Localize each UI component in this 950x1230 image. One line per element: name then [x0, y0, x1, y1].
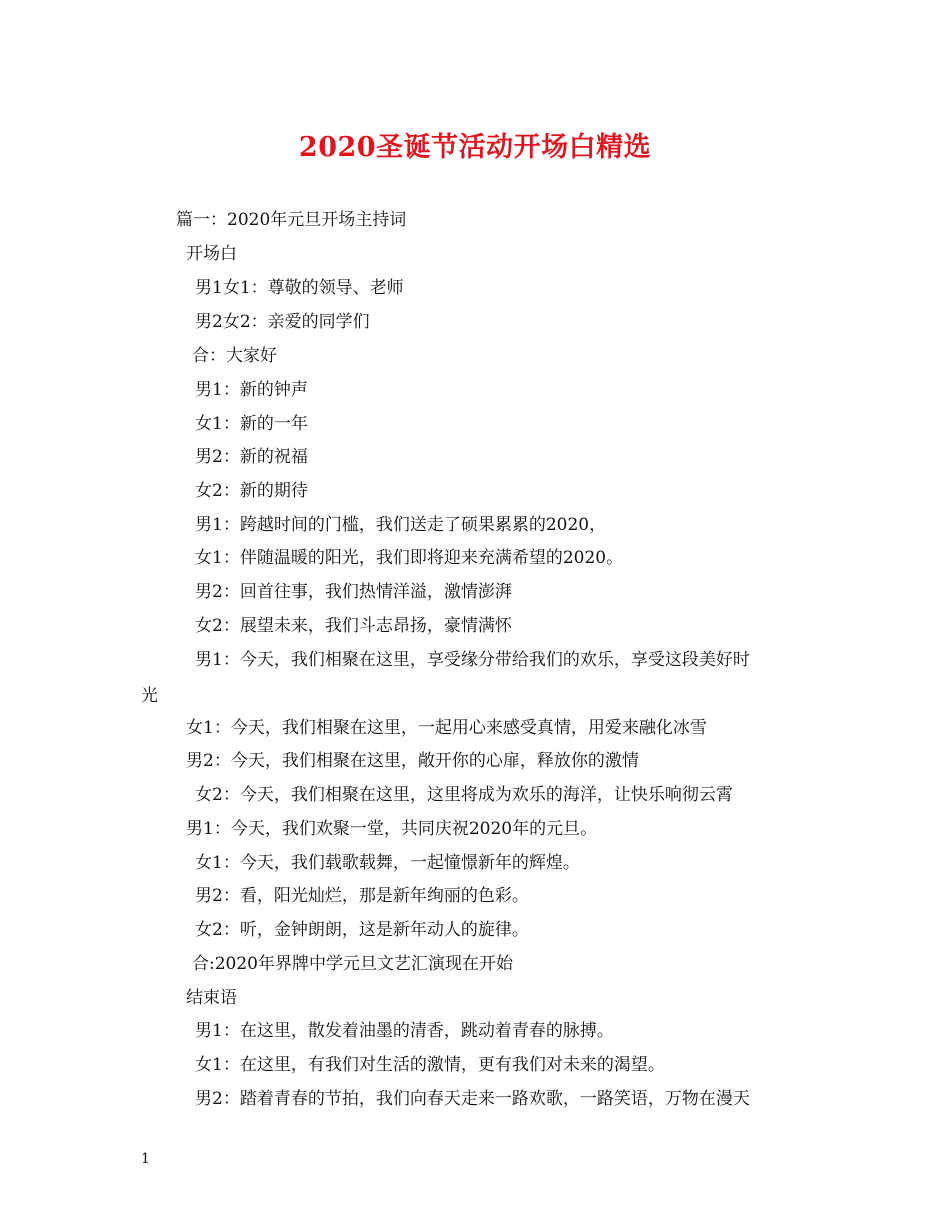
- dialogue-line: 男2：看，阳光灿烂，那是新年绚丽的色彩。: [195, 886, 529, 906]
- dialogue-line: 女1：新的一年: [195, 414, 308, 434]
- page-number: 1: [141, 1151, 150, 1167]
- dialogue-line: 女1：伴随温暖的阳光，我们即将迎来充满希望的2020。: [195, 548, 624, 568]
- dialogue-line: 合:2020年界牌中学元旦文艺汇演现在开始: [192, 954, 513, 974]
- dialogue-line: 男1：跨越时间的门槛，我们送走了硕果累累的2020，: [195, 515, 607, 535]
- subheading-closing: 结束语: [186, 988, 237, 1008]
- dialogue-line: 男2：今天，我们相聚在这里，敞开你的心扉，释放你的激情: [186, 751, 639, 771]
- dialogue-line: 男1：今天，我们相聚在这里，享受缘分带给我们的欢乐，享受这段美好时: [195, 650, 750, 670]
- dialogue-line: 女2：展望未来，我们斗志昂扬，豪情满怀: [195, 616, 512, 636]
- dialogue-line: 男1女1：尊敬的领导、老师: [195, 278, 404, 298]
- dialogue-line: 男1：在这里，散发着油墨的清香，跳动着青春的脉搏。: [195, 1021, 614, 1041]
- dialogue-line: 男1：今天，我们欢聚一堂，共同庆祝2020年的元旦。: [186, 819, 598, 839]
- dialogue-line: 女1：在这里，有我们对生活的激情，更有我们对未来的渴望。: [195, 1055, 665, 1075]
- dialogue-line: 男1：新的钟声: [195, 380, 308, 400]
- dialogue-line: 女2：新的期待: [195, 481, 308, 501]
- dialogue-line: 男2：回首往事，我们热情洋溢，激情澎湃: [195, 582, 512, 602]
- dialogue-line: 女1：今天，我们相聚在这里，一起用心来感受真情，用爱来融化冰雪: [186, 718, 707, 738]
- page-title: 2020圣诞节活动开场白精选: [298, 132, 652, 163]
- dialogue-line-continuation: 光: [141, 686, 158, 706]
- dialogue-line: 合：大家好: [192, 346, 277, 366]
- dialogue-line: 女2：今天，我们相聚在这里，这里将成为欢乐的海洋，让快乐响彻云霄: [195, 785, 733, 805]
- section-heading: 篇一：2020年元旦开场主持词: [176, 210, 407, 230]
- dialogue-line: 男2女2：亲爱的同学们: [195, 312, 370, 332]
- dialogue-line: 女1：今天，我们载歌载舞，一起憧憬新年的辉煌。: [195, 853, 580, 873]
- dialogue-line: 男2：踏着青春的节拍，我们向春天走来一路欢歌，一路笑语，万物在漫天: [195, 1089, 750, 1109]
- dialogue-line: 男2：新的祝福: [195, 447, 308, 467]
- subheading-opening: 开场白: [186, 244, 237, 264]
- dialogue-line: 女2：听，金钟朗朗，这是新年动人的旋律。: [195, 920, 529, 940]
